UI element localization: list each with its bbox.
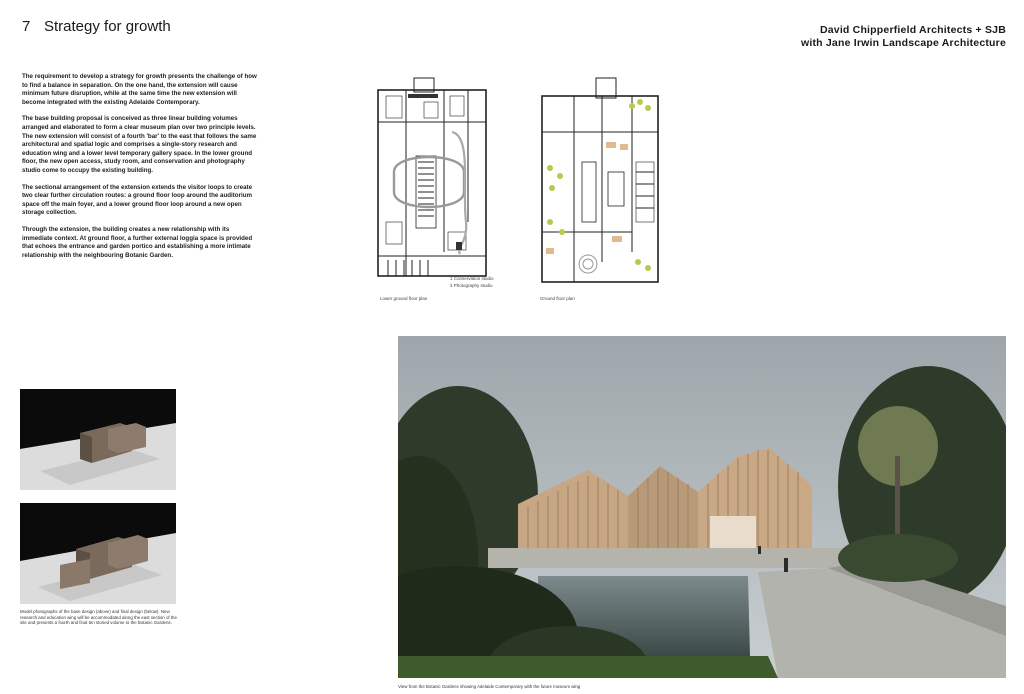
paragraph: Through the extension, the building creates a new relationship with its immediate context. At ground floor, a further external loggia space is provided that echoes the entrance and garden portico and establishing a more intimate relationship with the neighbouring Botanic Garden.	[22, 225, 253, 259]
ground-floor-plan	[532, 72, 672, 292]
plan-legend-2: 2 Photography studio	[450, 283, 493, 288]
plan-legend-1: 1 Conservation studio	[450, 276, 494, 281]
rendering-caption: View from the Botanic Gardens showing Adelaide Contemporary with the future museum wing	[398, 684, 581, 689]
section-title: Strategy for growth	[44, 18, 171, 35]
credits	[801, 24, 1006, 50]
credits-line-2: with Jane Irwin Landscape Architecture	[800, 37, 1006, 49]
garden-view-rendering	[398, 336, 1006, 678]
paragraph: The base building proposal is conceived as three linear building volumes arranged and elaborated to form a clear museum plan over two principle levels. The new extension will consist of a fourth 'bar' to the east that follows the same architectural and spatial logic and comprises a single-story research and education wing and a lower level temporary gallery space. In the lower ground floor, the new open access, study room, and conservation and photography studio come to occupy the existing building.	[22, 115, 257, 174]
paragraph: The requirement to develop a strategy for growth presents the challenge of how to find a balance in separation. On the one hand, the extension will cause minimum future disruption, while at the same time the new extension will become integrated with the existing Adelaide Contemporary.	[22, 73, 257, 106]
paragraph: The sectional arrangement of the extension extends the visitor loops to create two clear further circulation routes: a ground floor loop around the auditorium space off the main foyer, and a lower ground floor loop around a new open storage collection.	[22, 183, 253, 217]
model-caption: Model photographs of the base design (above) and final design (below). New research and education wing will be accommodated along the east section of the site and presents a fourth and final ten storied volume to the Botanic Gardens.	[20, 609, 177, 626]
model-illustration	[20, 389, 176, 490]
body-text	[22, 73, 258, 268]
model-photo-final-design	[20, 503, 176, 604]
rendering-illustration	[398, 336, 1006, 678]
model-illustration	[20, 503, 176, 604]
section-number: 7	[22, 18, 31, 35]
lower-ground-floor-plan	[364, 72, 504, 292]
model-photo-base-design	[20, 389, 176, 490]
credits-line-1: David Chipperfield Architects + SJB	[819, 24, 1006, 36]
ground-floor-plan-caption: Ground floor plan	[540, 296, 575, 301]
lower-floor-plan-caption: Lower ground floor plan	[380, 296, 428, 301]
